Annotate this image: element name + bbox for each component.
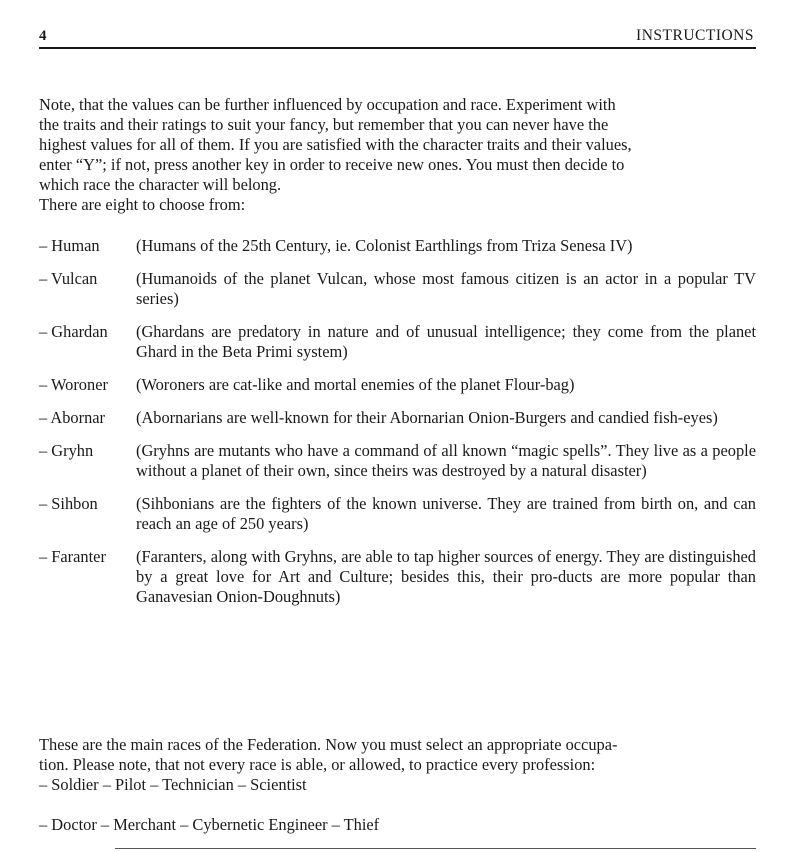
race-name: – Faranter bbox=[39, 547, 106, 566]
outro-line: These are the main races of the Federation. Now you must select an appropriate occupa- bbox=[39, 735, 618, 754]
race-entry-vulcan bbox=[39, 269, 756, 309]
race-list bbox=[39, 236, 756, 620]
race-description: (Faranters, along with Gryhns, are able to tap higher sources of energy. They are distinguished by a great love for Art and Culture; besides this, their pro-ducts are more popular than Ganavesian Onion-Doughnuts) bbox=[136, 547, 756, 606]
race-description: (Humanoids of the planet Vulcan, whose most famous citizen is an actor in a popular TV series) bbox=[136, 269, 756, 308]
intro-paragraph bbox=[39, 95, 756, 215]
header-rule bbox=[39, 47, 756, 49]
race-entry-human bbox=[39, 236, 756, 256]
outro-paragraph bbox=[39, 735, 756, 795]
race-name: – Abornar bbox=[39, 408, 106, 427]
section-title: INSTRUCTIONS bbox=[636, 27, 754, 44]
race-name: – Woroner bbox=[39, 375, 108, 394]
race-entry-abornar bbox=[39, 408, 756, 428]
race-entry-faranter bbox=[39, 547, 756, 607]
intro-line: There are eight to choose from: bbox=[39, 195, 246, 214]
intro-line: Note, that the values can be further influenced by occupation and race. Experiment with bbox=[39, 95, 616, 114]
page-number: 4 bbox=[39, 28, 47, 44]
race-name: – Human bbox=[39, 236, 100, 255]
race-description: (Ghardans are predatory in nature and of unusual intelligence; they come from the planet Ghard in the Beta Primi system) bbox=[136, 322, 756, 361]
race-entry-gryhn bbox=[39, 441, 756, 481]
race-entry-woroner bbox=[39, 375, 756, 395]
race-entry-sihbon bbox=[39, 494, 756, 534]
race-description: (Woroners are cat-like and mortal enemies of the planet Flour-bag) bbox=[136, 375, 575, 394]
race-name: – Vulcan bbox=[39, 269, 98, 288]
intro-line: enter “Y”; if not, press another key in order to receive new ones. You must then decide to bbox=[39, 155, 625, 174]
outro-line: tion. Please note, that not every race is able, or allowed, to practice every profession: bbox=[39, 755, 596, 774]
race-description: (Abornarians are well-known for their Abornarian Onion-Burgers and candied fish-eyes) bbox=[136, 408, 718, 427]
profession-list-1: – Soldier – Pilot – Technician – Scientist bbox=[39, 775, 307, 794]
intro-line: the traits and their ratings to suit your fancy, but remember that you can never have the bbox=[39, 115, 609, 134]
race-name: – Gryhn bbox=[39, 441, 94, 460]
page-header bbox=[39, 27, 754, 45]
race-description: (Humans of the 25th Century, ie. Colonist Earthlings from Triza Senesa IV) bbox=[136, 236, 633, 255]
race-name: – Ghardan bbox=[39, 322, 108, 341]
footer-rule bbox=[115, 848, 756, 849]
race-entry-ghardan bbox=[39, 322, 756, 362]
race-description: (Gryhns are mutants who have a command of all known “magic spells”. They live as a people without a planet of their own, since theirs was destroyed by a natural disaster) bbox=[136, 441, 756, 480]
race-name: – Sihbon bbox=[39, 494, 98, 513]
race-description: (Sihbonians are the fighters of the known universe. They are trained from birth on, and can reach an age of 250 years) bbox=[136, 494, 756, 533]
profession-list-2: – Doctor – Merchant – Cybernetic Engineer – Thief bbox=[39, 815, 380, 834]
intro-line: which race the character will belong. bbox=[39, 175, 282, 194]
intro-line: highest values for all of them. If you are satisfied with the character traits and their values, bbox=[39, 135, 632, 154]
